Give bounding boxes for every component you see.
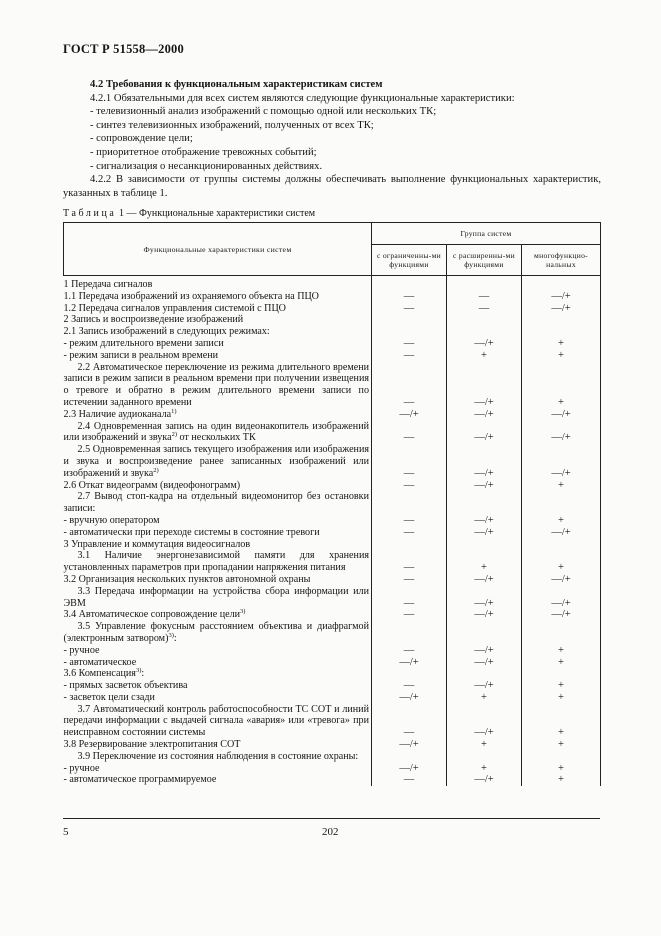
footnote-ref: 1) bbox=[171, 407, 177, 415]
row-text: 3.6 Компенсация$^{3)}$: bbox=[63, 667, 145, 680]
footnote-ref: 2) bbox=[153, 466, 159, 474]
cell-extended: —/+ bbox=[447, 704, 522, 739]
cell-extended: + bbox=[447, 763, 522, 775]
cell-multi: + bbox=[522, 515, 601, 527]
row-text: 2.5 Одновременная запись текущего изображения или изображения и звука и воспроизведение ранее записанных изображений или изображений и звука$^{2)}$ bbox=[63, 444, 369, 479]
row-text: 3.9 Переключение из состояния наблюдения в состояние охраны: bbox=[77, 750, 359, 762]
cell-limited: — bbox=[372, 586, 447, 610]
table-row bbox=[64, 774, 601, 786]
row-text: 1.1 Передача изображений из охраняемого объекта на ПЦО bbox=[63, 290, 319, 302]
cell-limited: — bbox=[372, 680, 447, 692]
cell-extended: —/+ bbox=[447, 645, 522, 657]
cell-limited: — bbox=[372, 338, 447, 350]
footnote-ref: 3) bbox=[168, 631, 174, 639]
list-item: - телевизионный анализ изображений с помощью одной или нескольких ТК; bbox=[90, 106, 437, 118]
cell-extended: —/+ bbox=[447, 409, 522, 421]
row-text: - вручную оператором bbox=[63, 514, 160, 526]
footnote-ref: 3) bbox=[135, 667, 142, 675]
cell-extended: —/+ bbox=[447, 480, 522, 492]
cell-limited: — bbox=[372, 609, 447, 621]
table-row bbox=[64, 326, 601, 338]
cell-multi: —/+ bbox=[522, 609, 601, 621]
col-header-group: Группа систем bbox=[372, 223, 601, 245]
row-text: 1.2 Передача сигналов управления системой с ПЦО bbox=[63, 302, 286, 314]
row-text: 2.4 Одновременная запись на один видеонакопитель изображений или изображений и звука$^{2)}$ от нескольких ТК bbox=[63, 420, 369, 444]
cell-multi: + bbox=[522, 480, 601, 492]
cell-extended: —/+ bbox=[447, 527, 522, 539]
row-text: - засветок цели сзади bbox=[63, 691, 155, 703]
cell-extended: + bbox=[447, 550, 522, 574]
cell-extended: —/+ bbox=[447, 338, 522, 350]
table-row bbox=[64, 539, 601, 551]
row-text: - прямых засветок объектива bbox=[63, 680, 188, 692]
table-row bbox=[64, 409, 601, 421]
row-text: 3.2 Организация нескольких пунктов автономной охраны bbox=[63, 573, 311, 585]
table-row bbox=[64, 421, 601, 445]
col-header-limited: с ограниченны-ми функциями bbox=[372, 245, 447, 276]
row-text: 2 Запись и воспроизведение изображений bbox=[63, 314, 244, 326]
cell-multi: —/+ bbox=[522, 574, 601, 586]
cell-limited: — bbox=[372, 303, 447, 315]
cell-multi: —/+ bbox=[522, 303, 601, 315]
cell-extended: — bbox=[447, 303, 522, 315]
table-row bbox=[64, 444, 601, 479]
cell-extended: —/+ bbox=[447, 609, 522, 621]
table-bottom-rule bbox=[63, 818, 600, 820]
cell-limited: — bbox=[372, 421, 447, 445]
functional-characteristics-table bbox=[63, 222, 601, 786]
cell-limited: — bbox=[372, 645, 447, 657]
row-text: 3.7 Автоматический контроль работоспособности ТС СОТ и линий передачи информации с выдачей сигнала «авария» или «тревога» при неисправном состоянии системы bbox=[63, 703, 369, 739]
row-text: 3.3 Передача информации на устройства сбора информации или ЭВМ bbox=[63, 585, 369, 609]
caption-prefix: Таблица bbox=[63, 208, 117, 219]
paragraph-4-2-1: 4.2.1 Обязательными для всех систем являются следующие функциональные характеристики: bbox=[90, 92, 515, 104]
cell-limited: — bbox=[372, 291, 447, 303]
col-header-extended: с расширенны-ми функциями bbox=[447, 245, 522, 276]
row-text: - ручное bbox=[63, 762, 100, 774]
cell-limited: — bbox=[372, 362, 447, 409]
row-text: 1 Передача сигналов bbox=[63, 279, 153, 290]
table-row bbox=[64, 303, 601, 315]
row-text: 3.4 Автоматическое сопровождение цели$^{3)}$ bbox=[63, 608, 246, 621]
cell-multi: + bbox=[522, 550, 601, 574]
table-row bbox=[64, 276, 601, 291]
cell-extended: —/+ bbox=[447, 657, 522, 669]
cell-extended: + bbox=[447, 692, 522, 704]
table-row bbox=[64, 763, 601, 775]
cell-multi: + bbox=[522, 657, 601, 669]
table-row bbox=[64, 645, 601, 657]
table-row bbox=[64, 751, 601, 763]
cell-multi: + bbox=[522, 680, 601, 692]
list-item: - синтез телевизионных изображений, полученных от всех ТК; bbox=[90, 119, 374, 131]
cell-multi: —/+ bbox=[522, 409, 601, 421]
list-item: - приоритетное отображение тревожных событий; bbox=[90, 146, 317, 158]
table-row bbox=[64, 491, 601, 515]
cell-limited: —/+ bbox=[372, 739, 447, 751]
cell-multi: + bbox=[522, 645, 601, 657]
row-text: - режим длительного времени записи bbox=[63, 337, 224, 349]
cell-multi: + bbox=[522, 704, 601, 739]
col-header-multifunctional: многофункцио-нальных bbox=[522, 245, 601, 276]
cell-multi: —/+ bbox=[522, 444, 601, 479]
cell-limited: —/+ bbox=[372, 657, 447, 669]
cell-limited: — bbox=[372, 574, 447, 586]
row-text: 3 Управление и коммутация видеосигналов bbox=[63, 538, 251, 550]
cell-extended: —/+ bbox=[447, 362, 522, 409]
table-row bbox=[64, 668, 601, 680]
cell-multi: + bbox=[522, 362, 601, 409]
row-text: - автоматически при переходе системы в состояние тревоги bbox=[63, 526, 320, 538]
cell-limited: — bbox=[372, 515, 447, 527]
document-number: 202 bbox=[322, 826, 339, 838]
cell-limited: — bbox=[372, 774, 447, 786]
cell-limited: —/+ bbox=[372, 763, 447, 775]
cell-multi: + bbox=[522, 763, 601, 775]
row-text: - автоматическое bbox=[63, 656, 137, 668]
paragraph-4-2-2: 4.2.2 В зависимости от группы системы должны обеспечивать выполнение функциональных характеристик, указанных в таблице 1. bbox=[63, 174, 601, 199]
cell-multi: —/+ bbox=[522, 527, 601, 539]
row-text: - режим записи в реальном времени bbox=[63, 349, 219, 361]
table-row bbox=[64, 680, 601, 692]
cell-limited: — bbox=[372, 550, 447, 574]
table-row bbox=[64, 574, 601, 586]
table-row bbox=[64, 550, 601, 574]
cell-limited: — bbox=[372, 350, 447, 362]
cell-limited: — bbox=[372, 480, 447, 492]
cell-multi: + bbox=[522, 338, 601, 350]
cell-multi: + bbox=[522, 692, 601, 704]
row-text: - ручное bbox=[63, 644, 100, 656]
cell-limited: — bbox=[372, 444, 447, 479]
table-row bbox=[64, 291, 601, 303]
cell-extended: —/+ bbox=[447, 586, 522, 610]
table-row bbox=[64, 692, 601, 704]
cell-multi: —/+ bbox=[522, 291, 601, 303]
col-header-characteristics: Функциональные характеристики систем bbox=[64, 223, 372, 276]
cell-extended: —/+ bbox=[447, 574, 522, 586]
cell-multi: + bbox=[522, 739, 601, 751]
cell-multi: + bbox=[522, 350, 601, 362]
cell-extended: —/+ bbox=[447, 680, 522, 692]
table-row bbox=[64, 609, 601, 621]
table-row bbox=[64, 586, 601, 610]
cell-extended: + bbox=[447, 350, 522, 362]
table-row bbox=[64, 704, 601, 739]
list-item: - сопровождение цели; bbox=[90, 133, 193, 145]
row-text: - автоматическое программируемое bbox=[63, 774, 217, 786]
cell-multi: + bbox=[522, 774, 601, 786]
table-row bbox=[64, 314, 601, 326]
footnote-ref: 3) bbox=[240, 608, 246, 616]
cell-extended: —/+ bbox=[447, 515, 522, 527]
table-row bbox=[64, 515, 601, 527]
cell-limited: — bbox=[372, 527, 447, 539]
table-row bbox=[64, 338, 601, 350]
section-heading: 4.2 Требования к функциональным характеристикам систем bbox=[90, 79, 383, 90]
cell-extended: + bbox=[447, 739, 522, 751]
list-item: - сигнализация о несанкционированных действиях. bbox=[90, 160, 323, 172]
row-text: 3.1 Наличие энергонезависимой памяти для хранения установленных параметров при пропадании напряжения питания bbox=[63, 550, 369, 574]
cell-multi: —/+ bbox=[522, 586, 601, 610]
table-row bbox=[64, 350, 601, 362]
row-text: 2.1 Запись изображений в следующих режимах: bbox=[63, 326, 270, 338]
cell-limited: —/+ bbox=[372, 409, 447, 421]
cell-multi: —/+ bbox=[522, 421, 601, 445]
document-header: ГОСТ Р 51558—2000 bbox=[63, 42, 184, 56]
footnote-ref: 2) bbox=[171, 431, 177, 439]
cell-extended: — bbox=[447, 291, 522, 303]
table-row bbox=[64, 527, 601, 539]
table-row bbox=[64, 480, 601, 492]
table-row bbox=[64, 621, 601, 645]
table-row bbox=[64, 739, 601, 751]
row-text: 3.5 Управление фокусным расстоянием объектива и диафрагмой (электронным затвором)$^{3)}$: bbox=[63, 621, 369, 644]
cell-extended: —/+ bbox=[447, 774, 522, 786]
caption-text: 1 — Функциональные характеристики систем bbox=[116, 208, 316, 219]
row-text: 3.8 Резервирование электропитания СОТ bbox=[63, 739, 241, 751]
section-4-2 bbox=[63, 78, 601, 200]
row-text: 2.6 Откат видеограмм (видеофонограмм) bbox=[63, 479, 241, 491]
row-text: 2.2 Автоматическое переключение из режима длительного времени записи в режим записи в реальном времени при получении извещения о тревоге и обратно в режим длительного времени записи по истечении заданного времени bbox=[63, 361, 369, 408]
cell-limited: —/+ bbox=[372, 692, 447, 704]
table-row bbox=[64, 657, 601, 669]
cell-extended: —/+ bbox=[447, 421, 522, 445]
table-caption bbox=[63, 208, 315, 219]
table-row bbox=[64, 362, 601, 409]
cell-extended: —/+ bbox=[447, 444, 522, 479]
row-text: 2.7 Вывод стоп-кадра на отдельный видеомонитор без остановки записи: bbox=[63, 491, 369, 515]
page-number: 5 bbox=[63, 826, 69, 838]
cell-limited: — bbox=[372, 704, 447, 739]
row-text: 2.3 Наличие аудиоканала$^{1)}$ bbox=[63, 407, 177, 420]
